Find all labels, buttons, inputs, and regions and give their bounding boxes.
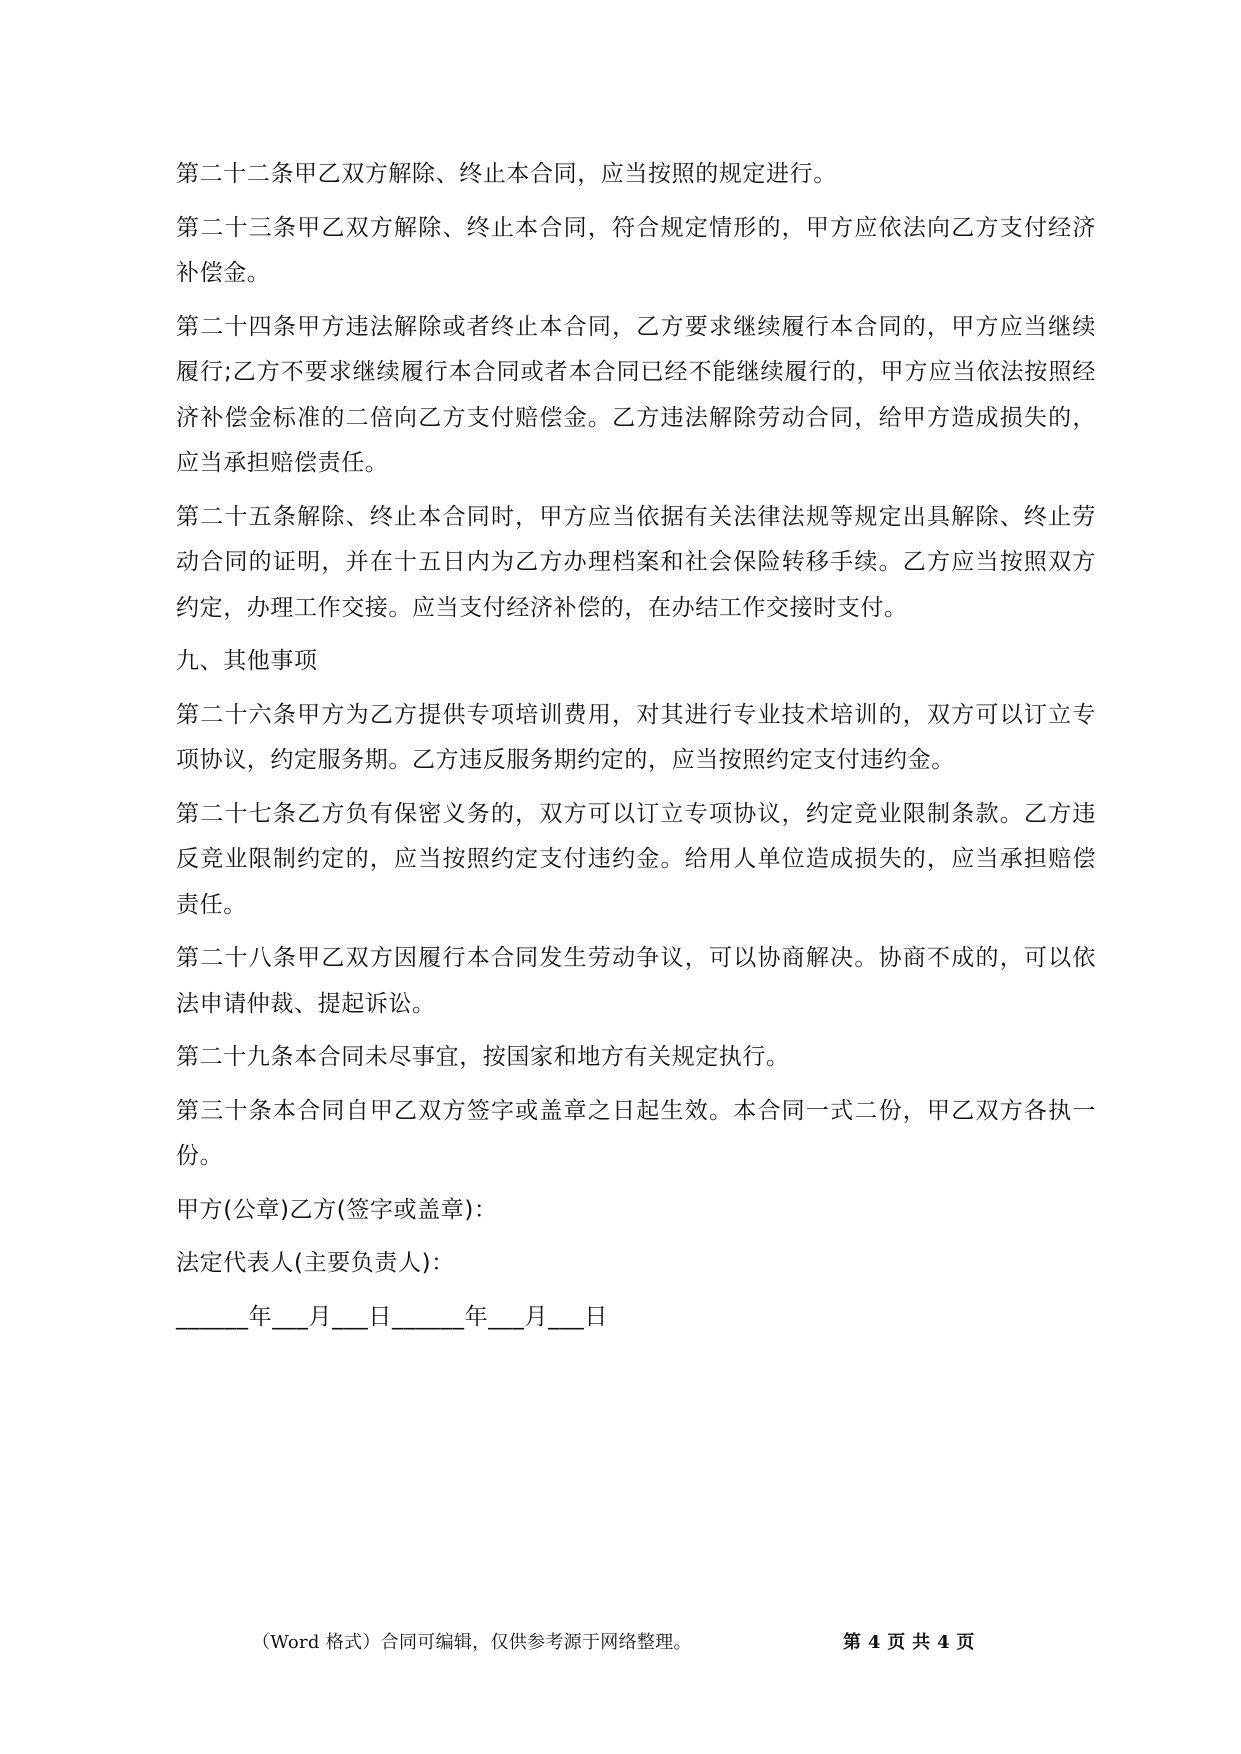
footer-note: （Word 格式）合同可编辑，仅供参考源于网络整理。 (252, 1632, 692, 1653)
document-body (176, 152, 1096, 1348)
clause-29: 第二十九条本合同未尽事宜，按国家和地方有关规定执行。 (176, 1044, 790, 1070)
signature-parties: 甲方(公章)乙方(签字或盖章)： (176, 1196, 498, 1223)
section-heading-other-matters: 九、其他事项 (176, 648, 318, 674)
legal-representative: 法定代表人(主要负责人)： (176, 1250, 455, 1276)
clause-27: 第二十七条乙方负有保密义务的，双方可以订立专项协议，约定竞业限制条款。乙方违反竞业限制约定的，应当按照约定支付违约金。给用人单位造成损失的，应当承担赔偿责任。 (176, 800, 1096, 918)
clause-25: 第二十五条解除、终止本合同时，甲方应当依据有关法律法规等规定出具解除、终止劳动合同的证明，并在十五日内为乙方办理档案和社会保险转移手续。乙方应当按照双方约定，办理工作交接。应当支付经济补偿的，在办结工作交接时支付。 (176, 503, 1096, 621)
clause-24: 第二十四条甲方违法解除或者终止本合同，乙方要求继续履行本合同的，甲方应当继续履行;乙方不要求继续履行本合同或者本合同已经不能继续履行的，甲方应当依法按照经济补偿金标准的二倍向乙方支付赔偿金。乙方违法解除劳动合同，给甲方造成损失的，应当承担赔偿责任。 (176, 313, 1096, 476)
page-number: 第 4 页 共 4 页 (843, 1632, 975, 1653)
clause-23: 第二十三条甲乙双方解除、终止本合同，符合规定情形的，甲方应依法向乙方支付经济补偿金。 (176, 214, 1096, 286)
clause-26: 第二十六条甲方为乙方提供专项培训费用，对其进行专业技术培训的，双方可以订立专项协议，约定服务期。乙方违反服务期约定的，应当按照约定支付违约金。 (176, 701, 1096, 773)
clause-28: 第二十八条甲乙双方因履行本合同发生劳动争议，可以协商解决。协商不成的，可以依法申请仲裁、提起诉讼。 (176, 945, 1096, 1017)
clause-22: 第二十二条甲乙双方解除、终止本合同，应当按照的规定进行。 (176, 161, 837, 187)
signature-date-line: ______年___月___日______年___月___日 (176, 1303, 608, 1330)
clause-30: 第三十条本合同自甲乙双方签字或盖章之日起生效。本合同一式二份，甲乙双方各执一份。 (176, 1097, 1096, 1169)
